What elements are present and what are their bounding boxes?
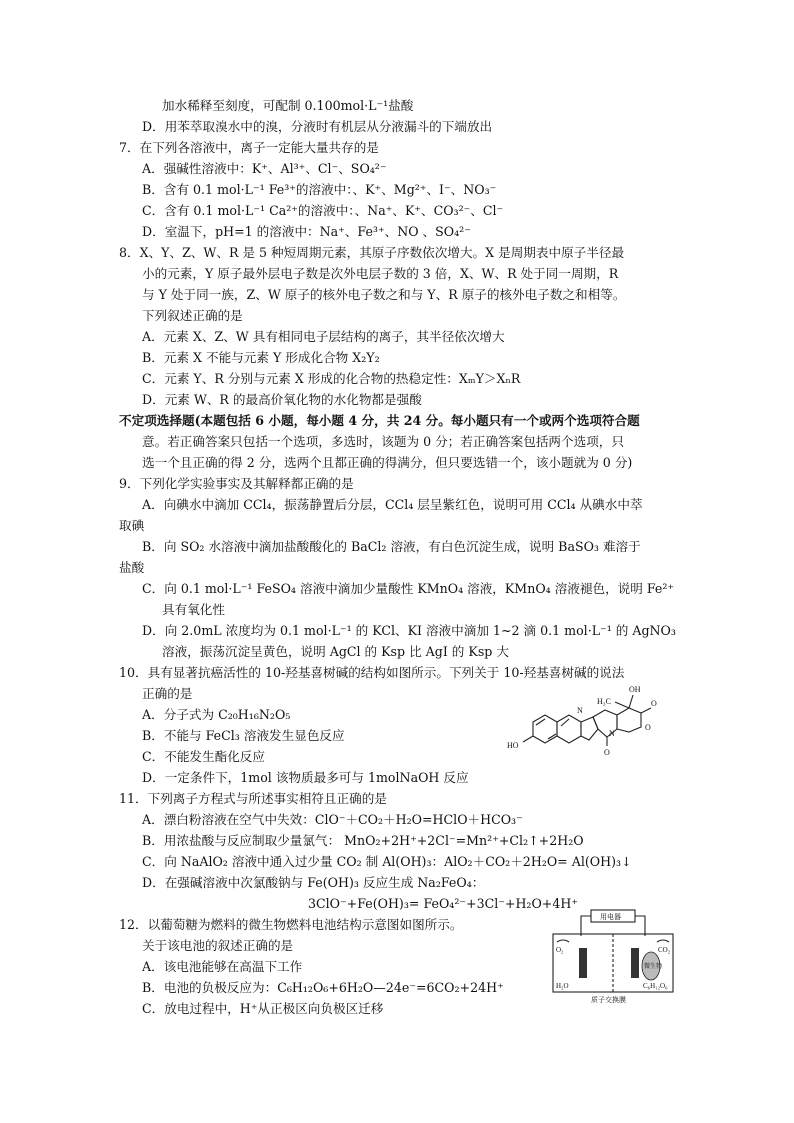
text-line: 与 Y 处于同一族，Z、W 原子的核外电子数之和与 Y、R 原子的核外电子数之和相等。: [142, 287, 626, 302]
option-c: C．放电过程中，H⁺从正极区向负极区迁移: [142, 1001, 384, 1016]
question-12: 12．以葡萄糖为燃料的微生物燃料电池结构示意图如图所示。: [119, 917, 463, 932]
text-line: 具有氧化性: [162, 602, 225, 617]
text-line: 意。若正确答案只包括一个选项，多选时，该题为 0 分；若正确答案包括两个选项，只: [142, 434, 624, 449]
option-a: A．漂白粉溶液在空气中失效：ClO⁻＋CO₂＋H₂O=HClO＋HCO₃⁻: [142, 812, 523, 827]
mol-label: H₃C: [597, 697, 611, 706]
text-line: 小的元素，Y 原子最外层电子数是次外电层子数的 3 倍，X、W、R 处于同一周期，R: [142, 266, 619, 281]
text-line: 加水稀释至刻度，可配制 0.100mol·L⁻¹盐酸: [162, 98, 414, 113]
molecule-figure: [505, 682, 685, 772]
text-line: 盐酸: [119, 560, 145, 575]
option-b: B．电池的负极反应为：C₆H₁₂O₆+6H₂O—24e⁻=6CO₂+24H⁺: [142, 980, 504, 995]
cell-label: 用电器: [600, 913, 621, 921]
mol-label: N: [609, 729, 615, 738]
option-a: A．强碱性溶液中：K⁺、Al³⁺、Cl⁻、SO₄²⁻: [142, 161, 387, 176]
option-b: B．用浓盐酸与反应制取少量氯气： MnO₂+2H⁺+2Cl⁻=Mn²⁺+Cl₂↑+2H₂O: [142, 833, 584, 848]
option-a: A．分子式为 C₂₀H₁₆N₂O₅: [142, 707, 291, 722]
mol-label: N: [577, 706, 583, 715]
cell-label: CO₂: [658, 946, 671, 954]
question-9: 9．下列化学实验事实及其解释都正确的是: [119, 476, 354, 491]
ring-c: [581, 717, 598, 740]
question-10: 10．具有显著抗癌活性的 10-羟基喜树碱的结构如图所示。下列关于 10-羟基喜树碱的说法: [119, 665, 625, 680]
option-a: A．该电池能够在高温下工作: [142, 959, 303, 974]
electrode-left: [579, 948, 587, 978]
option-d: D．在强碱溶液中次氯酸钠与 Fe(OH)₃ 反应生成 Na₂FeO₄：: [142, 875, 485, 890]
text-line: 取碘: [119, 518, 145, 533]
text-line: 关于该电池的叙述正确的是: [142, 938, 294, 953]
fuel-cell-figure: [547, 908, 679, 1004]
cell-label: H₂O: [556, 982, 569, 990]
text-line: D．用苯萃取溴水中的溴，分液时有机层从分液漏斗的下端放出: [142, 119, 493, 134]
option-d: D．一定条件下，1mol 该物质最多可与 1molNaOH 反应: [142, 770, 469, 785]
mol-label: OH: [629, 685, 641, 694]
option-c: C．向 NaAlO₂ 溶液中通入过少量 CO₂ 制 Al(OH)₃：AlO₂＋CO₂＋2H₂O= Al(OH)₃↓: [142, 854, 632, 869]
cell-label: C₆H₁₂O₆: [643, 982, 668, 990]
text-line: 下列叙述正确的是: [142, 308, 243, 323]
mol-label: O: [651, 699, 657, 708]
option-d: D．元素 W、R 的最高价氧化物的水化物都是强酸: [142, 392, 422, 407]
option-c: C．元素 Y、R 分别与元素 X 形成的化合物的热稳定性：XₘY＞XₙR: [142, 371, 521, 386]
option-d: D．向 2.0mL 浓度均为 0.1 mol·L⁻¹ 的 KCl、KI 溶液中滴加 1~2 滴 0.1 mol·L⁻¹ 的 AgNO₃: [142, 623, 676, 638]
option-c: C．向 0.1 mol·L⁻¹ FeSO₄ 溶液中滴加少量酸性 KMnO₄ 溶液，KMnO₄ 溶液褪色，说明 Fe²⁺: [142, 581, 675, 596]
mol-label: O: [604, 748, 610, 757]
option-b: B．含有 0.1 mol·L⁻¹ Fe³⁺的溶液中：、K⁺、Mg²⁺、I⁻、NO₃⁻: [142, 182, 497, 197]
text-line: 溶液，振荡沉淀呈黄色，说明 AgCl 的 Ksp 比 AgI 的 Ksp 大: [162, 644, 509, 659]
cell-label: 微生物: [644, 964, 663, 970]
equation: 3ClO⁻+Fe(OH)₃= FeO₄²⁻+3Cl⁻+H₂O+4H⁺: [308, 896, 578, 911]
ring-e: [617, 708, 641, 732]
option-c: C．含有 0.1 mol·L⁻¹ Ca²⁺的溶液中：、Na⁺、K⁺、CO₃²⁻、Cl⁻: [142, 203, 504, 218]
text-line: 选一个且正确的得 2 分，选两个且都正确的得满分，但只要选错一个，该小题就为 0 分): [142, 455, 633, 470]
mol-label: O: [645, 723, 651, 732]
option-b: B．向 SO₂ 水溶液中滴加盐酸酸化的 BaCl₂ 溶液，有白色沉淀生成，说明 BaSO₃ 难溶于: [142, 539, 641, 554]
option-c: C．不能发生酯化反应: [142, 749, 265, 764]
question-7: 7．在下列各溶液中，离子一定能大量共存的是: [119, 140, 379, 155]
text-line: 正确的是: [142, 686, 193, 701]
option-a: A．向碘水中滴加 CCl₄，振荡静置后分层，CCl₄ 层呈紫红色，说明可用 CCl₄ 从碘水中萃: [142, 497, 643, 512]
question-8: 8．X、Y、Z、W、R 是 5 种短周期元素，其原子序数依次增大。X 是周期表中原子半径最: [119, 245, 625, 260]
option-b: B．不能与 FeCl₃ 溶液发生显色反应: [142, 728, 345, 743]
cell-label: O₂: [556, 946, 564, 954]
question-11: 11．下列离子方程式与所述事实相符且正确的是: [119, 791, 387, 806]
cell-label: 质子交换膜: [591, 996, 626, 1004]
section-heading: 不定项选择题(本题包括 6 小题，每小题 4 分，共 24 分。每小题只有一个或两个选项符合题: [119, 413, 640, 428]
electrode-right: [631, 948, 639, 978]
option-a: A．元素 X、Z、W 具有相同电子层结构的离子，其半径依次增大: [142, 329, 505, 344]
option-b: B．元素 X 不能与元素 Y 形成化合物 X₂Y₂: [142, 350, 380, 365]
mol-label: HO: [507, 741, 519, 750]
option-d: D．室温下，pH=1 的溶液中：Na⁺、Fe³⁺、NO 、SO₄²⁻: [142, 224, 471, 239]
